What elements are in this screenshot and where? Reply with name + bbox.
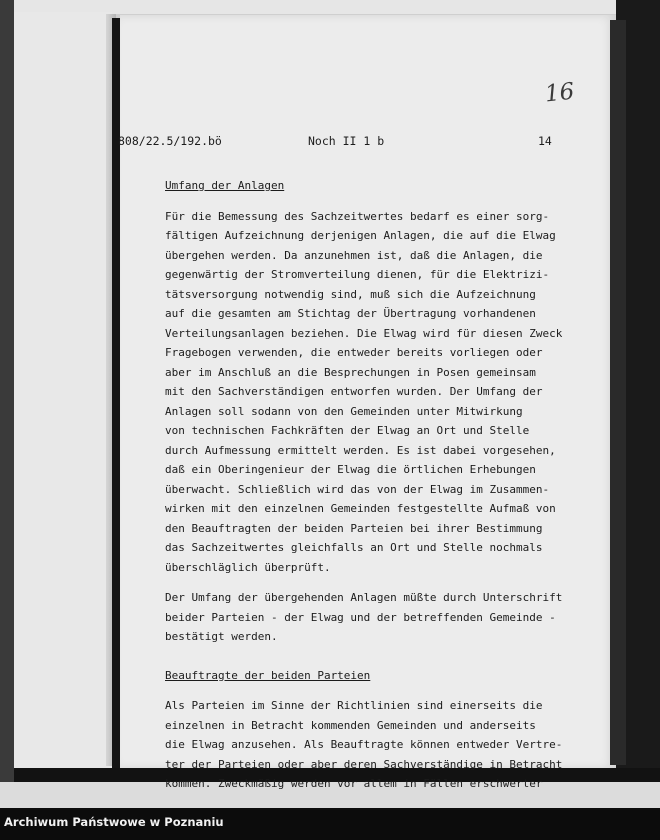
handwritten-page-number: 16 bbox=[543, 78, 576, 108]
archive-label: Archiwum Państwowe w Poznaniu bbox=[4, 815, 224, 829]
scan-left-border bbox=[0, 0, 14, 808]
page-edge-shadow bbox=[610, 20, 626, 765]
section-paragraph: Für die Bemessung des Sachzeitwertes bedarf es einer sorg- fältigen Aufzeichnung derjenigen Anlagen, die auf die Elwag übergehen werden. Da anzunehmen ist, daß die Anlagen, die gegenwärtig der Stromverteilung dienen, für die Elektrizi- tätsversorgung notwendig sind, muß sich die Aufzeichnung auf die gesamten am Stichtag der Übertragung vorhandenen Verteilungsanlagen beziehen. Die Elwag wird für diesen Zweck Fragebogen verwenden, die entweder bereits vorliegen oder aber im Anschluß an die Besprechungen in Posen gemeinsam mit den Sachverständigen entworfen wurden. Der Umfang der Anlagen soll sodann von den Gemeinden unter Mitwirkung von technischen Fachkräften der Elwag an Ort und Stelle durch Aufmessung ermittelt werden. Es ist dabei vorgesehen, daß ein Oberingenieur der Elwag die örtlichen Erhebungen überwacht. Schließlich wird das von der Elwag im Zusammen- wirken mit den einzelnen Gemeinden festgestellte Aufmaß von den Beauftragten der beiden Parteien bei ihrer Bestimmung das Sachzeitwertes gleichfalls an Ort und Stelle nochmals überschläglich überprüft. bbox=[165, 209, 563, 574]
section-heading: Umfang der Anlagen bbox=[165, 179, 285, 192]
document-section-label: Noch II 1 b bbox=[308, 134, 385, 148]
section-paragraph: Der Umfang der übergehenden Anlagen müßte durch Unterschrift beider Parteien - der Elwag und der betreffenden Gemeinde - bestätigt werden. bbox=[165, 591, 563, 643]
typed-page-number: 14 bbox=[538, 134, 552, 148]
document-body bbox=[165, 176, 585, 794]
section-paragraph: Als Parteien im Sinne der Richtlinien sind einerseits die einzelnen in Betracht kommenden Gemeinden und anderseits die Elwag anzusehen. Als Beauftragte können entweder Vertre- ter der Parteien oder aber deren Sachverständige in Betracht kommen. Zweckmäßig werden vor allem in Fällen erschwerter bbox=[165, 699, 563, 790]
section-heading: Beauftragte der beiden Parteien bbox=[165, 668, 371, 682]
document-reference: 808/22.5/192.bö bbox=[118, 134, 222, 148]
back-page-sheet bbox=[14, 12, 112, 768]
